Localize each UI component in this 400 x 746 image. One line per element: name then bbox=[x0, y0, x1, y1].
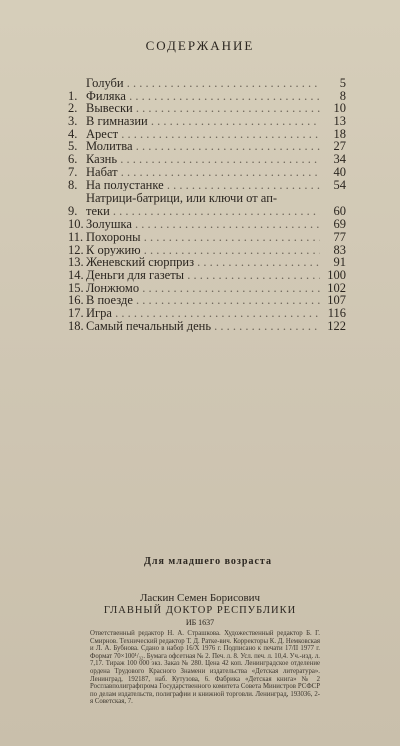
toc-entry-title: Арест . . . bbox=[86, 128, 320, 141]
toc-entry-page: 10 bbox=[333, 101, 346, 116]
toc-entry-number: 2. bbox=[68, 101, 78, 116]
toc-entry-page: 8 bbox=[339, 88, 346, 103]
book-title: ГЛАВНЫЙ ДОКТОР РЕСПУБЛИКИ bbox=[103, 605, 297, 616]
toc-entry bbox=[68, 90, 346, 103]
toc-entry-title: К оружию . . . bbox=[86, 244, 320, 257]
toc-entry-number: 9. bbox=[68, 204, 78, 219]
toc-entry-number: 8. bbox=[68, 177, 78, 192]
toc-entry-title: Игра . . . bbox=[86, 307, 320, 320]
toc-entry-page: 122 bbox=[327, 318, 346, 333]
toc-entry-number: 10. bbox=[68, 217, 84, 232]
toc-entry-title: В поезде . . . bbox=[86, 294, 320, 307]
toc-entry-number: 12. bbox=[68, 242, 84, 257]
table-of-contents bbox=[68, 77, 346, 332]
toc-entry-page: 83 bbox=[333, 242, 346, 257]
toc-entry bbox=[68, 166, 346, 179]
toc-entry-title: Похороны . . . bbox=[86, 231, 320, 244]
toc-entry bbox=[68, 77, 346, 90]
toc-entry-page: 18 bbox=[333, 126, 346, 141]
publication-details: Ответственный редактор Н. А. Страшкова. Художественный редактор Б. Г. Смирнов. Технический редактор Т. Д. Ратке-вич. Корректоры К. Д. Немковская и Л. А. Бубнова. Сдано в набор 16/X 1976 г. Подписано к печати 17/II 1977 г. Формат 70×100¹/₃₂. Бумага офсетная № 2. Печ. л. 8. Усл. печ. л. 10,4. Уч.-изд. л. 7,17. Тираж 100 000 экз. Заказ № 280. Цена 42 коп. Ленинградское отделение ордена Трудового Красного Знамени издательства «Детская литература». Ленинград, 192187, наб. Кутузова, 6. Фабрика «Детская книга» № 2 Росглавполиграфпрома Государственного комитета Совета Министров РСФСР по делам издательств, полиграфии и книжной торговли. Ленинград, 193036, 2-я Советская, 7. bbox=[90, 630, 320, 706]
toc-entry bbox=[68, 320, 346, 333]
toc-entry-number: 11. bbox=[68, 229, 84, 244]
toc-entry-number: 3. bbox=[68, 114, 78, 129]
toc-entry bbox=[68, 307, 346, 320]
toc-entry bbox=[68, 191, 346, 218]
toc-entry-number: 1. bbox=[68, 88, 78, 103]
toc-entry-title: Набат . . . bbox=[86, 166, 320, 179]
toc-entry-page: 54 bbox=[333, 177, 346, 192]
toc-entry-title: Женевский сюрприз . . . bbox=[86, 256, 320, 269]
toc-entry bbox=[68, 269, 346, 282]
toc-entry-number: 15. bbox=[68, 280, 84, 295]
toc-entry-page: 34 bbox=[333, 152, 346, 167]
toc-entry-page: 107 bbox=[327, 293, 346, 308]
toc-entry bbox=[68, 140, 346, 153]
toc-entry-number: 17. bbox=[68, 306, 84, 320]
toc-entry-number: 18. bbox=[68, 318, 84, 333]
toc-entry-page: 69 bbox=[333, 217, 346, 232]
toc-entry bbox=[68, 218, 346, 231]
toc-entry-number: 4. bbox=[68, 126, 78, 141]
toc-entry-title: Деньги для газеты . . . bbox=[86, 269, 320, 282]
toc-entry-number: 16. bbox=[68, 293, 84, 308]
toc-entry-title: Самый печальный день . . . bbox=[86, 320, 320, 333]
toc-entry-title-line: теки . . . bbox=[86, 205, 320, 218]
toc-entry-number: 5. bbox=[68, 139, 78, 154]
contents-heading: СОДЕРЖАНИЕ bbox=[145, 38, 255, 53]
toc-entry-page: 27 bbox=[333, 139, 346, 154]
ib-number: ИБ 1637 bbox=[185, 618, 215, 627]
toc-entry bbox=[68, 282, 346, 295]
age-label: Для младшего возраста bbox=[144, 556, 272, 567]
toc-entry-title: Молитва . . . bbox=[86, 140, 320, 153]
toc-entry-page: 102 bbox=[327, 280, 346, 295]
toc-entry bbox=[68, 256, 346, 269]
toc-entry-title: В гимназии . . . bbox=[86, 115, 320, 128]
toc-entry-number: 6. bbox=[68, 152, 78, 167]
toc-entry-title-line: Натрици-батрици, или ключи от ап- bbox=[86, 192, 278, 206]
toc-entry-number: 7. bbox=[68, 164, 78, 179]
toc-entry-title: Филяка . . . bbox=[86, 90, 320, 103]
toc-entry bbox=[68, 231, 346, 244]
toc-entry-page: 13 bbox=[333, 114, 346, 129]
toc-entry bbox=[68, 115, 346, 128]
toc-entry-page: 91 bbox=[333, 255, 346, 270]
age-note bbox=[88, 556, 328, 567]
author-name: Ласкин Семен Борисович bbox=[139, 592, 261, 604]
toc-entry-page: 40 bbox=[333, 164, 346, 179]
toc-entry-title: Казнь . . . bbox=[86, 153, 320, 166]
toc-entry-title: Золушка . . . bbox=[86, 218, 320, 231]
toc-entry bbox=[68, 179, 346, 192]
toc-entry-number: 14. bbox=[68, 267, 84, 282]
toc-entry-page: 116 bbox=[327, 306, 346, 320]
toc-entry-number: 13. bbox=[68, 255, 84, 270]
toc-entry-page: 77 bbox=[333, 229, 346, 244]
toc-entry-page: 5 bbox=[339, 76, 346, 90]
toc-entry bbox=[68, 153, 346, 166]
toc-entry-page: 60 bbox=[333, 204, 346, 219]
toc-entry bbox=[68, 244, 346, 257]
toc-entry-title: Голуби . . . bbox=[86, 77, 320, 90]
toc-entry-title: Лонжюмо . . . bbox=[86, 282, 320, 295]
toc-entry bbox=[68, 128, 346, 141]
toc-entry-page: 100 bbox=[327, 267, 346, 282]
toc-entry bbox=[68, 294, 346, 307]
toc-entry bbox=[68, 102, 346, 115]
toc-entry-title: Вывески . . . bbox=[86, 102, 320, 115]
toc-entry-title: На полустанке . . . bbox=[86, 179, 320, 192]
toc-entry-title bbox=[86, 192, 320, 218]
